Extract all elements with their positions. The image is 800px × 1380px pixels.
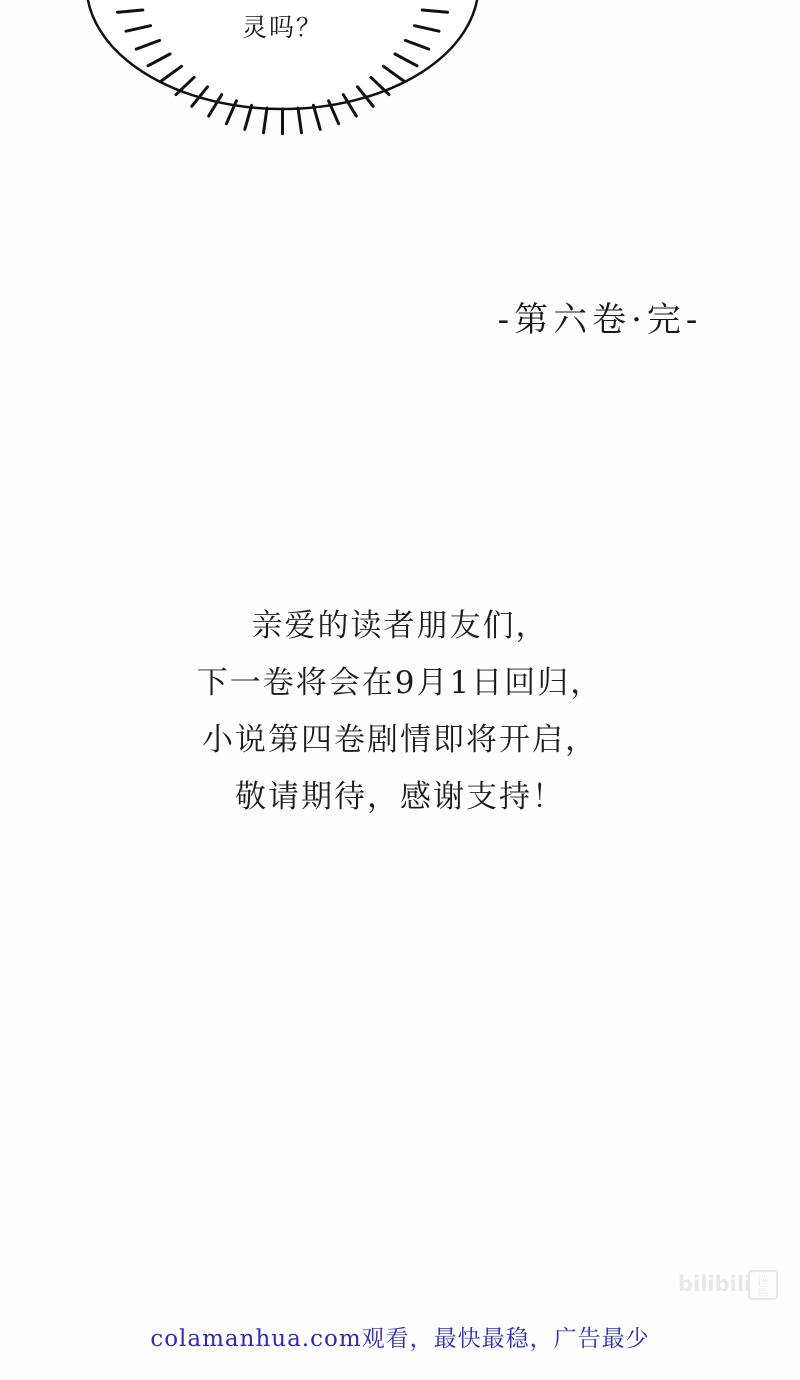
author-note-line-3: 小说第四卷剧情即将开启， <box>202 722 598 758</box>
bilibili-brand-text: bilibili <box>678 1272 752 1296</box>
author-note-line-1: 亲爱的读者朋友们， <box>251 608 549 644</box>
bilibili-comic-badge-icon <box>748 1270 778 1300</box>
source-watermark-text: colamanhua.com观看，最快最稳，广告最少 <box>150 1326 650 1352</box>
speech-bubble <box>85 0 480 135</box>
bilibili-watermark <box>678 1270 778 1304</box>
speech-bubble-text: 灵吗？ <box>241 13 323 42</box>
author-note-line-2: 下一卷将会在9月1日回归， <box>196 665 604 701</box>
badge-line-2: 画 <box>757 1285 769 1298</box>
author-note <box>0 598 800 826</box>
badge-line-1: 漫 <box>757 1274 769 1287</box>
author-note-line-4: 敬请期待，感谢支持！ <box>235 779 565 815</box>
volume-end-mark: -第六卷·完- <box>497 300 703 340</box>
